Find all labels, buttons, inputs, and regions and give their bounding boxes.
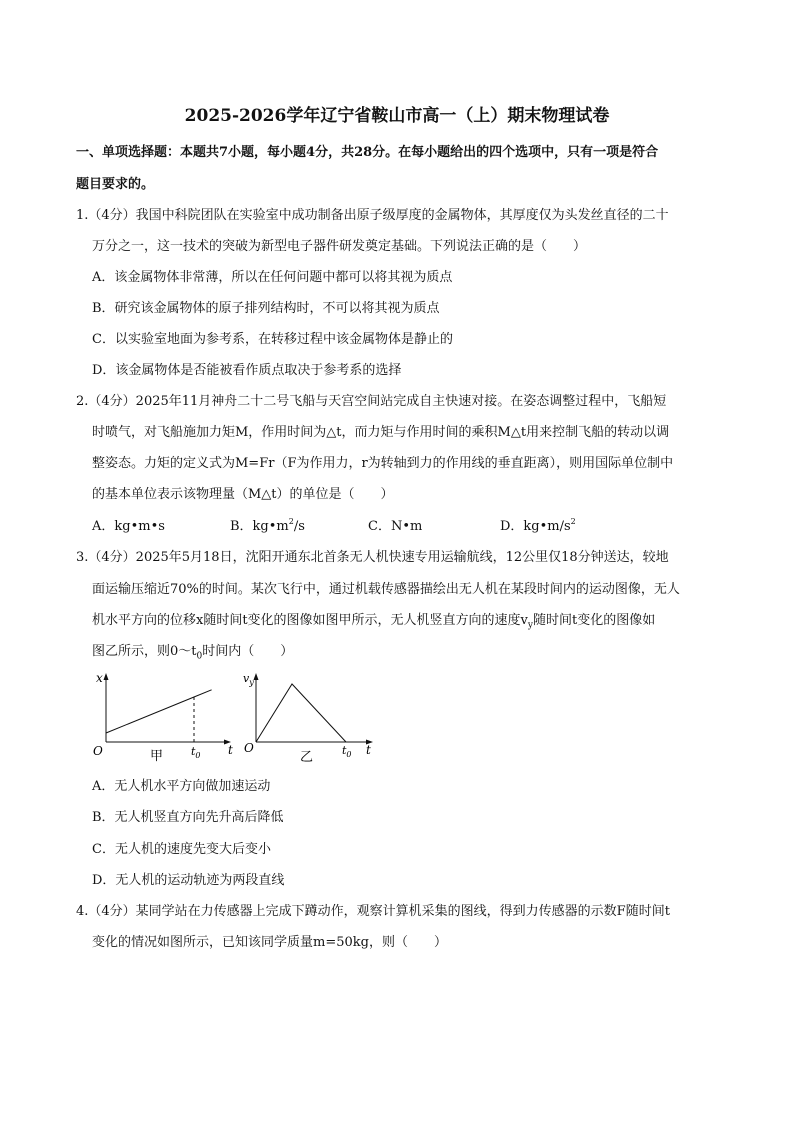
q1-stem-line2: 万分之一，这一技术的突破为新型电子器件研发奠定基础。下列说法正确的是（ ） xyxy=(92,239,587,254)
graph-jia-origin: O xyxy=(93,744,103,758)
q2-stem-line2: 时喷气，对飞船施加力矩M，作用时间为△t，而力矩与作用时间的乘积M△t用来控制飞船的转动以调 xyxy=(92,425,670,440)
graph-yi-origin: O xyxy=(244,741,254,755)
graph-yi-x-label: t xyxy=(366,743,371,757)
q2-option-a: A．kg•m•s xyxy=(92,519,165,534)
q4-stem-line2: 变化的情况如图所示，已知该同学质量m=50kg，则（ ） xyxy=(92,935,447,950)
section-heading-line2: 题目要求的。 xyxy=(76,177,155,192)
graph-jia-x-label: t xyxy=(228,743,233,757)
q1-option-a: A．该金属物体非常薄，所以在任何问题中都可以将其视为质点 xyxy=(92,270,453,285)
graph-yi-vy-t-line xyxy=(256,684,346,742)
q2-option-b: B．$kg•m^2/s$ xyxy=(230,517,305,534)
graph-jia xyxy=(88,670,238,765)
q1-stem-line1: 1.（4分）我国中科院团队在实验室中成功制备出原子级厚度的金属物体，其厚度仅为头发丝直径的二十 xyxy=(76,208,669,223)
graph-jia-y-arrow xyxy=(104,673,109,680)
graph-jia-x-t-line xyxy=(106,690,212,733)
q3-option-b: B．无人机竖直方向先升高后降低 xyxy=(92,810,284,825)
graph-jia-y-label: x xyxy=(96,671,103,685)
q2-option-d: D．$kg•m/s^2$ xyxy=(500,517,576,534)
graph-jia-t0-label: $t_0$ xyxy=(191,745,201,760)
q2-stem-line1: 2.（4分）2025年11月神舟二十二号飞船与天宫空间站完成自主快速对接。在姿态调整过程中，飞船短 xyxy=(76,394,667,409)
q3-stem-line2: 面运输压缩近70%的时间。某次飞行中，通过机载传感器描绘出无人机在某段时间内的运动图像，无人 xyxy=(92,582,680,597)
q2-option-c: C．N•m xyxy=(368,519,423,534)
graph-jia-caption: 甲 xyxy=(150,749,164,764)
q1-option-c: C．以实验室地面为参考系，在转移过程中该金属物体是静止的 xyxy=(92,332,453,347)
q2-stem-line4: 的基本单位表示该物理量（M△t）的单位是（ ） xyxy=(92,487,394,502)
q1-option-d: D．该金属物体是否能被看作质点取决于参考系的选择 xyxy=(92,363,402,378)
graph-yi-y-arrow xyxy=(254,673,259,680)
graph-yi-caption: 乙 xyxy=(300,750,314,765)
q2-stem-line3: 整姿态。力矩的定义式为M=Fr（F为作用力，r为转轴到力的作用线的垂直距离），则用国际单位制中 xyxy=(92,456,674,471)
q3-option-c: C．无人机的速度先变大后变小 xyxy=(92,842,271,857)
q4-stem-line1: 4.（4分）某同学站在力传感器上完成下蹲动作，观察计算机采集的图线，得到力传感器的示数F随时间t xyxy=(76,904,670,919)
q3-stem-line1: 3.（4分）2025年5月18日，沈阳开通东北首条无人机快速专用运输航线，12公里仅18分钟送达，较地 xyxy=(76,550,669,565)
graph-yi-t0-label: $t_0$ xyxy=(342,744,352,759)
q3-option-d: D．无人机的运动轨迹为两段直线 xyxy=(92,873,285,888)
graph-yi-y-label: $v_y$ xyxy=(243,672,254,687)
q3-stem-line4: 图乙所示，则$0\sim t_0$时间内（ ） xyxy=(92,644,294,662)
q1-option-b: B．研究该金属物体的原子排列结构时，不可以将其视为质点 xyxy=(92,301,440,316)
page-title: 2025-2026学年辽宁省鞍山市高一（上）期末物理试卷 xyxy=(184,106,610,126)
q3-option-a: A．无人机水平方向做加速运动 xyxy=(92,779,271,794)
section-heading-line1: 一、单项选择题：本题共7小题，每小题4分，共28分。在每小题给出的四个选项中，只有一项是符合 xyxy=(76,145,659,160)
graph-yi xyxy=(238,670,388,765)
q3-stem-line3: 机水平方向的位移x随时间t变化的图像如图甲所示，无人机竖直方向的速度$v_y$随时间t变化的图像如 xyxy=(92,613,656,631)
